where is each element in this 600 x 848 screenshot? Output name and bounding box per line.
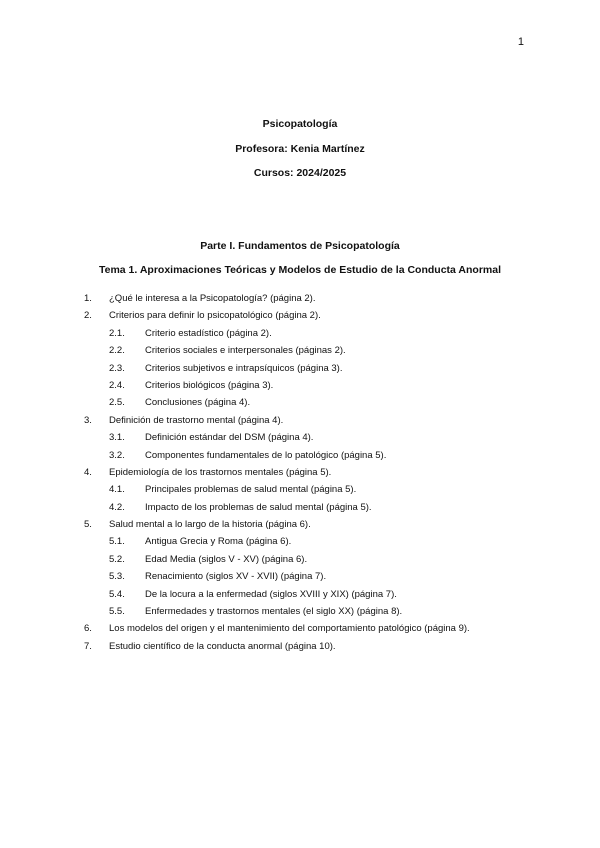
toc-item-text: Criterios para definir lo psicopatológico (página 2). (109, 310, 321, 322)
toc-item-number: 2. (84, 310, 92, 322)
toc-item-text: Los modelos del origen y el mantenimiento del comportamiento patológico (página 9). (109, 623, 470, 635)
toc-item-number: 5.1. (109, 536, 125, 548)
toc-item-text: Componentes fundamentales de lo patológico (página 5). (145, 449, 387, 461)
toc-item-text: Criterios sociales e interpersonales (páginas 2). (145, 345, 346, 357)
toc-item-text: Enfermedades y trastornos mentales (el siglo XX) (página 8). (145, 606, 403, 618)
toc-item (0, 603, 600, 620)
toc-item-text: Criterios biológicos (página 3). (145, 379, 274, 391)
toc-item-text: Edad Media (siglos V - XV) (página 6). (145, 553, 308, 565)
toc-item (0, 342, 600, 359)
toc-item-text: Impacto de los problemas de salud mental (página 5). (145, 501, 372, 513)
part-title: Parte I. Fundamentos de Psicopatología (200, 240, 400, 252)
toc-item-text: Salud mental a lo largo de la historia (página 6). (109, 519, 311, 531)
toc-item (0, 568, 600, 585)
page-number: 1 (517, 36, 524, 48)
toc-item-text: Definición estándar del DSM (página 4). (145, 432, 314, 444)
table-of-contents (0, 290, 600, 655)
toc-item (0, 360, 600, 377)
toc-item (0, 464, 600, 481)
toc-item (0, 307, 600, 324)
toc-item-number: 4.2. (109, 501, 125, 513)
toc-item-text: Conclusiones (página 4). (145, 397, 251, 409)
toc-item (0, 447, 600, 464)
toc-item (0, 377, 600, 394)
toc-item-number: 4.1. (109, 484, 125, 496)
toc-item-number: 2.5. (109, 397, 125, 409)
toc-item-text: Criterio estadístico (página 2). (145, 327, 272, 339)
toc-item (0, 394, 600, 411)
toc-item (0, 551, 600, 568)
toc-item-number: 2.2. (109, 345, 125, 357)
toc-item-number: 7. (84, 640, 92, 652)
toc-item-text: Antigua Grecia y Roma (página 6). (145, 536, 292, 548)
toc-item-text: Epidemiología de los trastornos mentales (página 5). (109, 466, 332, 478)
toc-item-number: 3.2. (109, 449, 125, 461)
toc-item-text: Criterios subjetivos e intrapsíquicos (página 3). (145, 362, 343, 374)
toc-item (0, 412, 600, 429)
toc-item (0, 481, 600, 498)
toc-item-number: 5.5. (109, 606, 125, 618)
toc-item-text: De la locura a la enfermedad (siglos XVIII y XIX) (página 7). (145, 588, 397, 600)
toc-item (0, 516, 600, 533)
toc-item-text: Estudio científico de la conducta anormal (página 10). (109, 640, 336, 652)
toc-item-number: 6. (84, 623, 92, 635)
toc-item (0, 533, 600, 550)
toc-item-text: Principales problemas de salud mental (página 5). (145, 484, 357, 496)
toc-item-number: 5.3. (109, 571, 125, 583)
toc-item-number: 4. (84, 466, 92, 478)
toc-item (0, 325, 600, 342)
toc-item-number: 5. (84, 519, 92, 531)
toc-item-number: 2.3. (109, 362, 125, 374)
toc-item-number: 3.1. (109, 432, 125, 444)
toc-item-text: Definición de trastorno mental (página 4). (109, 414, 284, 426)
topic-title: Tema 1. Aproximaciones Teóricas y Modelos de Estudio de la Conducta Anormal (98, 264, 501, 276)
toc-item-number: 5.4. (109, 588, 125, 600)
toc-item-text: ¿Qué le interesa a la Psicopatología? (página 2). (109, 293, 316, 304)
toc-item-number: 3. (84, 414, 92, 426)
toc-item-number: 2.4. (109, 379, 125, 391)
toc-item (0, 499, 600, 516)
toc-item-number: 2.1. (109, 327, 125, 339)
course-title: Psicopatología (262, 118, 338, 130)
toc-item (0, 290, 600, 307)
toc-item (0, 586, 600, 603)
toc-item-text: Renacimiento (siglos XV - XVII) (página 7). (145, 571, 327, 583)
toc-item (0, 620, 600, 637)
professor-line: Profesora: Kenia Martínez (235, 143, 365, 155)
toc-item-number: 1. (84, 293, 92, 304)
toc-item (0, 638, 600, 655)
toc-item (0, 429, 600, 446)
toc-item-number: 5.2. (109, 553, 125, 565)
years-line: Cursos: 2024/2025 (253, 167, 347, 179)
